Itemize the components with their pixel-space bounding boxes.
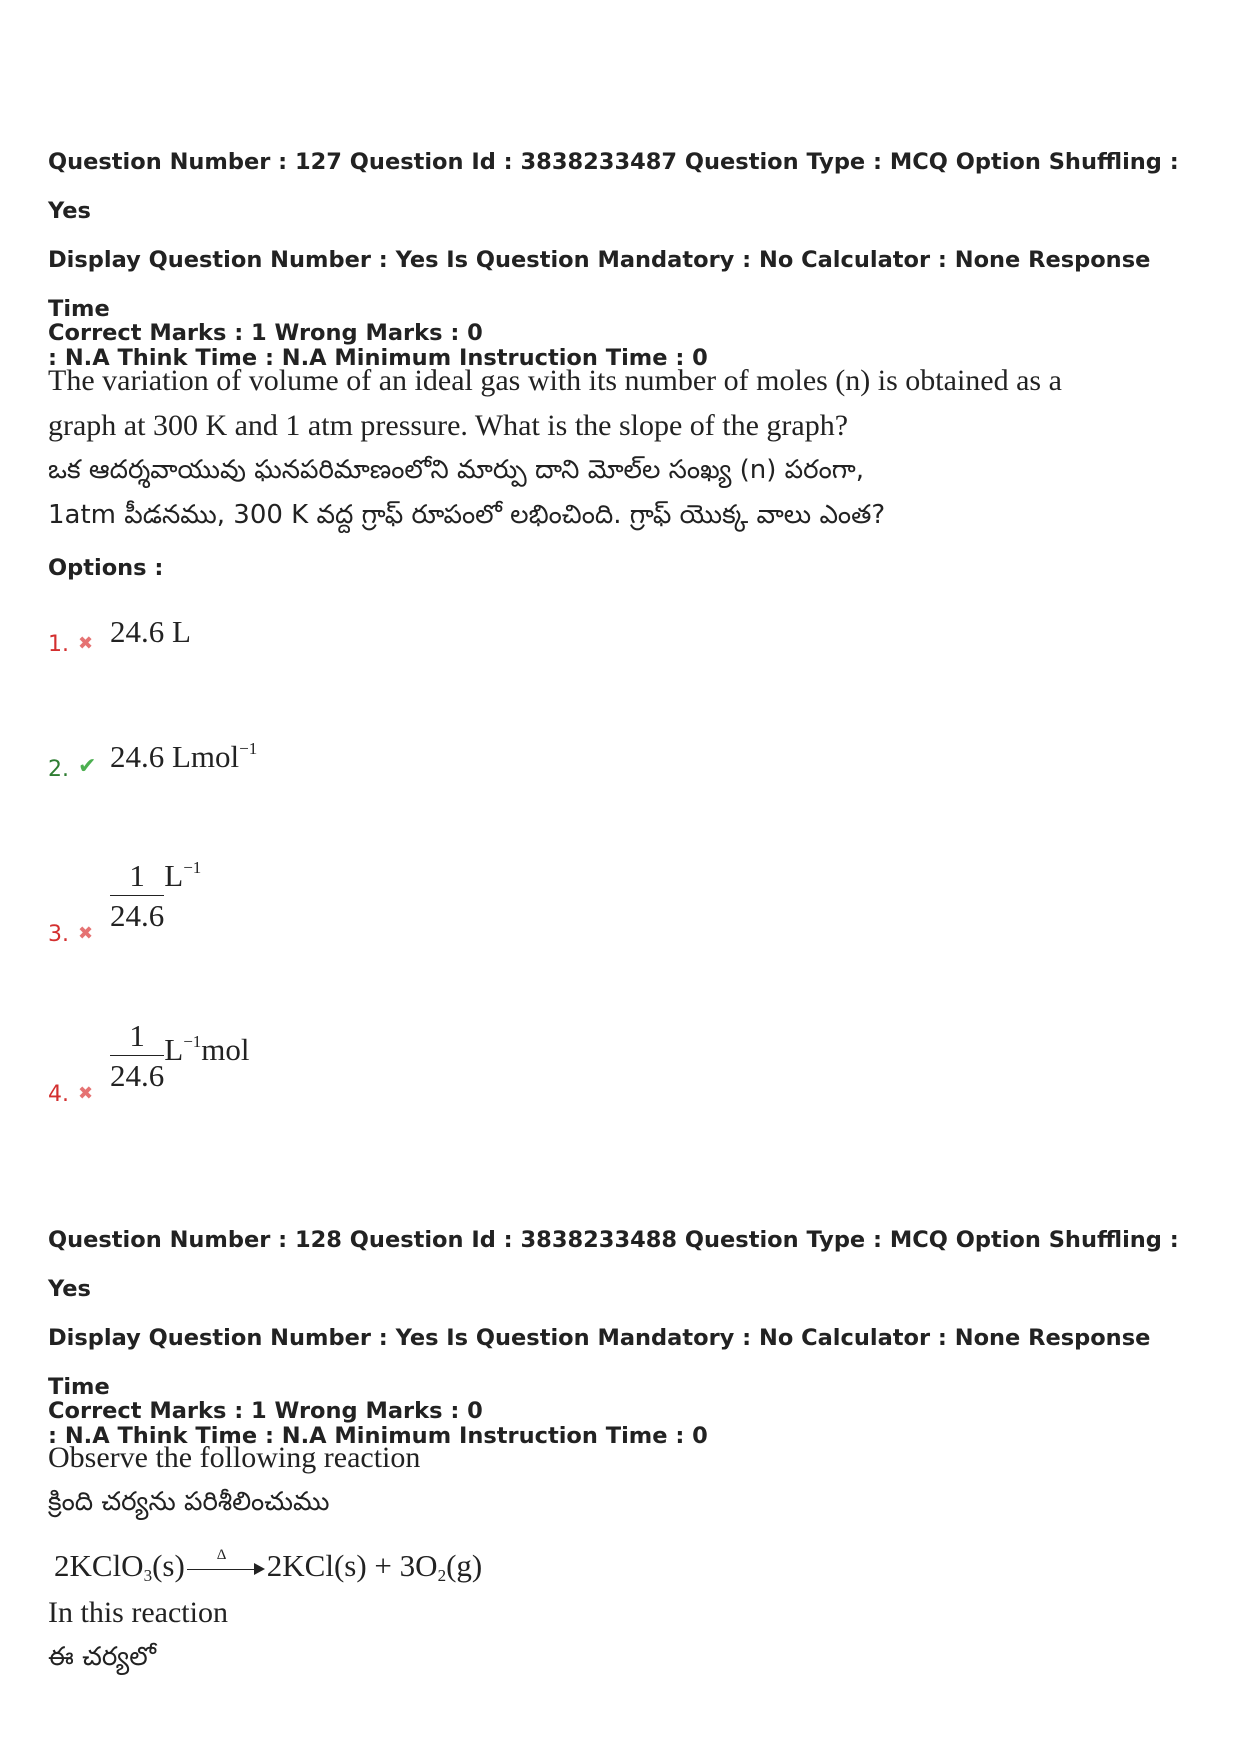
reaction-arrow-icon bbox=[187, 1546, 265, 1579]
question-text-line: Observe the following reaction bbox=[48, 1441, 421, 1474]
cross-icon: ✖ bbox=[78, 633, 94, 654]
option-2[interactable] bbox=[48, 735, 648, 815]
fraction-denominator: 24.6 bbox=[110, 898, 165, 933]
reaction-lhs-state: (s) bbox=[152, 1548, 185, 1583]
meta-line: Display Question Number : Yes Is Question Mandatory : No Calculator : None Response Time bbox=[48, 247, 1151, 322]
unit bbox=[164, 858, 201, 894]
unit-suffix: mol bbox=[201, 1031, 250, 1067]
question-127-meta bbox=[48, 138, 1208, 383]
fraction bbox=[110, 1020, 164, 1091]
options-label: Options : bbox=[48, 555, 164, 581]
unit-main: L bbox=[164, 1031, 184, 1067]
fraction-numerator: 1 bbox=[110, 1020, 164, 1056]
question-127-marks: Correct Marks : 1 Wrong Marks : 0 bbox=[48, 320, 483, 346]
question-128-text bbox=[48, 1435, 420, 1525]
option-1[interactable] bbox=[48, 610, 648, 690]
option-number: 2. bbox=[48, 757, 69, 782]
unit-sup: −1 bbox=[183, 857, 202, 877]
option-value bbox=[110, 739, 257, 775]
question-text-line: graph at 300 K and 1 atm pressure. What is the slope of the graph? bbox=[48, 409, 849, 442]
reaction-rhs-formula: 2KCl(s) + 3O bbox=[266, 1548, 438, 1583]
question-text-line-telugu: 1atm పీడనము, 300 K వద్ద గ్రాఫ్ రూపంలో లభించింది. గ్రాఫ్ యొక్క వాలు ఎంత? bbox=[48, 500, 886, 530]
option-value-main: 24.6 Lmol bbox=[110, 739, 240, 774]
option-4[interactable] bbox=[48, 1018, 648, 1107]
cross-icon: ✖ bbox=[78, 923, 94, 944]
meta-line: Question Number : 127 Question Id : 3838233487 Question Type : MCQ Option Shuffling : Yes bbox=[48, 149, 1179, 224]
chemical-reaction bbox=[54, 1548, 482, 1584]
unit-sup: −1 bbox=[183, 1031, 202, 1051]
question-128-marks: Correct Marks : 1 Wrong Marks : 0 bbox=[48, 1398, 483, 1424]
reaction-lhs-subscript: 3 bbox=[143, 1566, 153, 1585]
question-text-line-telugu: ఒక ఆదర్శవాయువు ఘనపరిమాణంలోని మార్పు దాని మోల్‌ల సంఖ్య (n) పరంగా, bbox=[48, 455, 864, 485]
option-number: 3. bbox=[48, 922, 69, 947]
question-127-text bbox=[48, 358, 1062, 538]
option-value: 24.6 L bbox=[110, 614, 191, 649]
option-number: 1. bbox=[48, 632, 69, 657]
fraction-numerator: 1 bbox=[110, 860, 164, 896]
question-text-line-telugu: క్రింది చర్యను పరిశీలించుము bbox=[48, 1487, 330, 1517]
meta-line: Display Question Number : Yes Is Question Mandatory : No Calculator : None Response Time bbox=[48, 1325, 1151, 1400]
reaction-rhs-state: (g) bbox=[446, 1548, 483, 1583]
meta-line: : N.A Think Time : N.A Minimum Instruction Time : 0 bbox=[48, 1423, 708, 1449]
option-number: 4. bbox=[48, 1082, 69, 1107]
reaction-rhs-subscript: 2 bbox=[437, 1566, 447, 1585]
cross-icon: ✖ bbox=[78, 1083, 94, 1104]
reaction-lhs bbox=[54, 1548, 185, 1583]
arrow-label: Δ bbox=[216, 1546, 227, 1563]
check-icon: ✔ bbox=[78, 754, 97, 779]
unit-main: L bbox=[164, 857, 184, 893]
reaction-rhs bbox=[267, 1548, 482, 1583]
option-value bbox=[110, 857, 202, 933]
reaction-lhs-formula: 2KClO bbox=[54, 1548, 144, 1583]
question-text-line-telugu: ఈ చర్యలో bbox=[48, 1642, 156, 1672]
option-value-sup: −1 bbox=[239, 739, 258, 758]
unit bbox=[164, 1032, 249, 1068]
question-128-meta bbox=[48, 1216, 1208, 1461]
meta-line: : N.A Think Time : N.A Minimum Instruction Time : 0 bbox=[48, 345, 708, 371]
question-text-line: The variation of volume of an ideal gas with its number of moles (n) is obtained as a bbox=[48, 364, 1062, 397]
meta-line: Question Number : 128 Question Id : 3838233488 Question Type : MCQ Option Shuffling : Yes bbox=[48, 1227, 1179, 1302]
option-value bbox=[110, 1020, 250, 1091]
fraction-denominator: 24.6 bbox=[110, 1058, 165, 1093]
fraction bbox=[110, 860, 164, 931]
question-text-line: In this reaction bbox=[48, 1596, 228, 1629]
option-3[interactable] bbox=[48, 857, 648, 947]
question-128-after-text bbox=[48, 1590, 228, 1680]
